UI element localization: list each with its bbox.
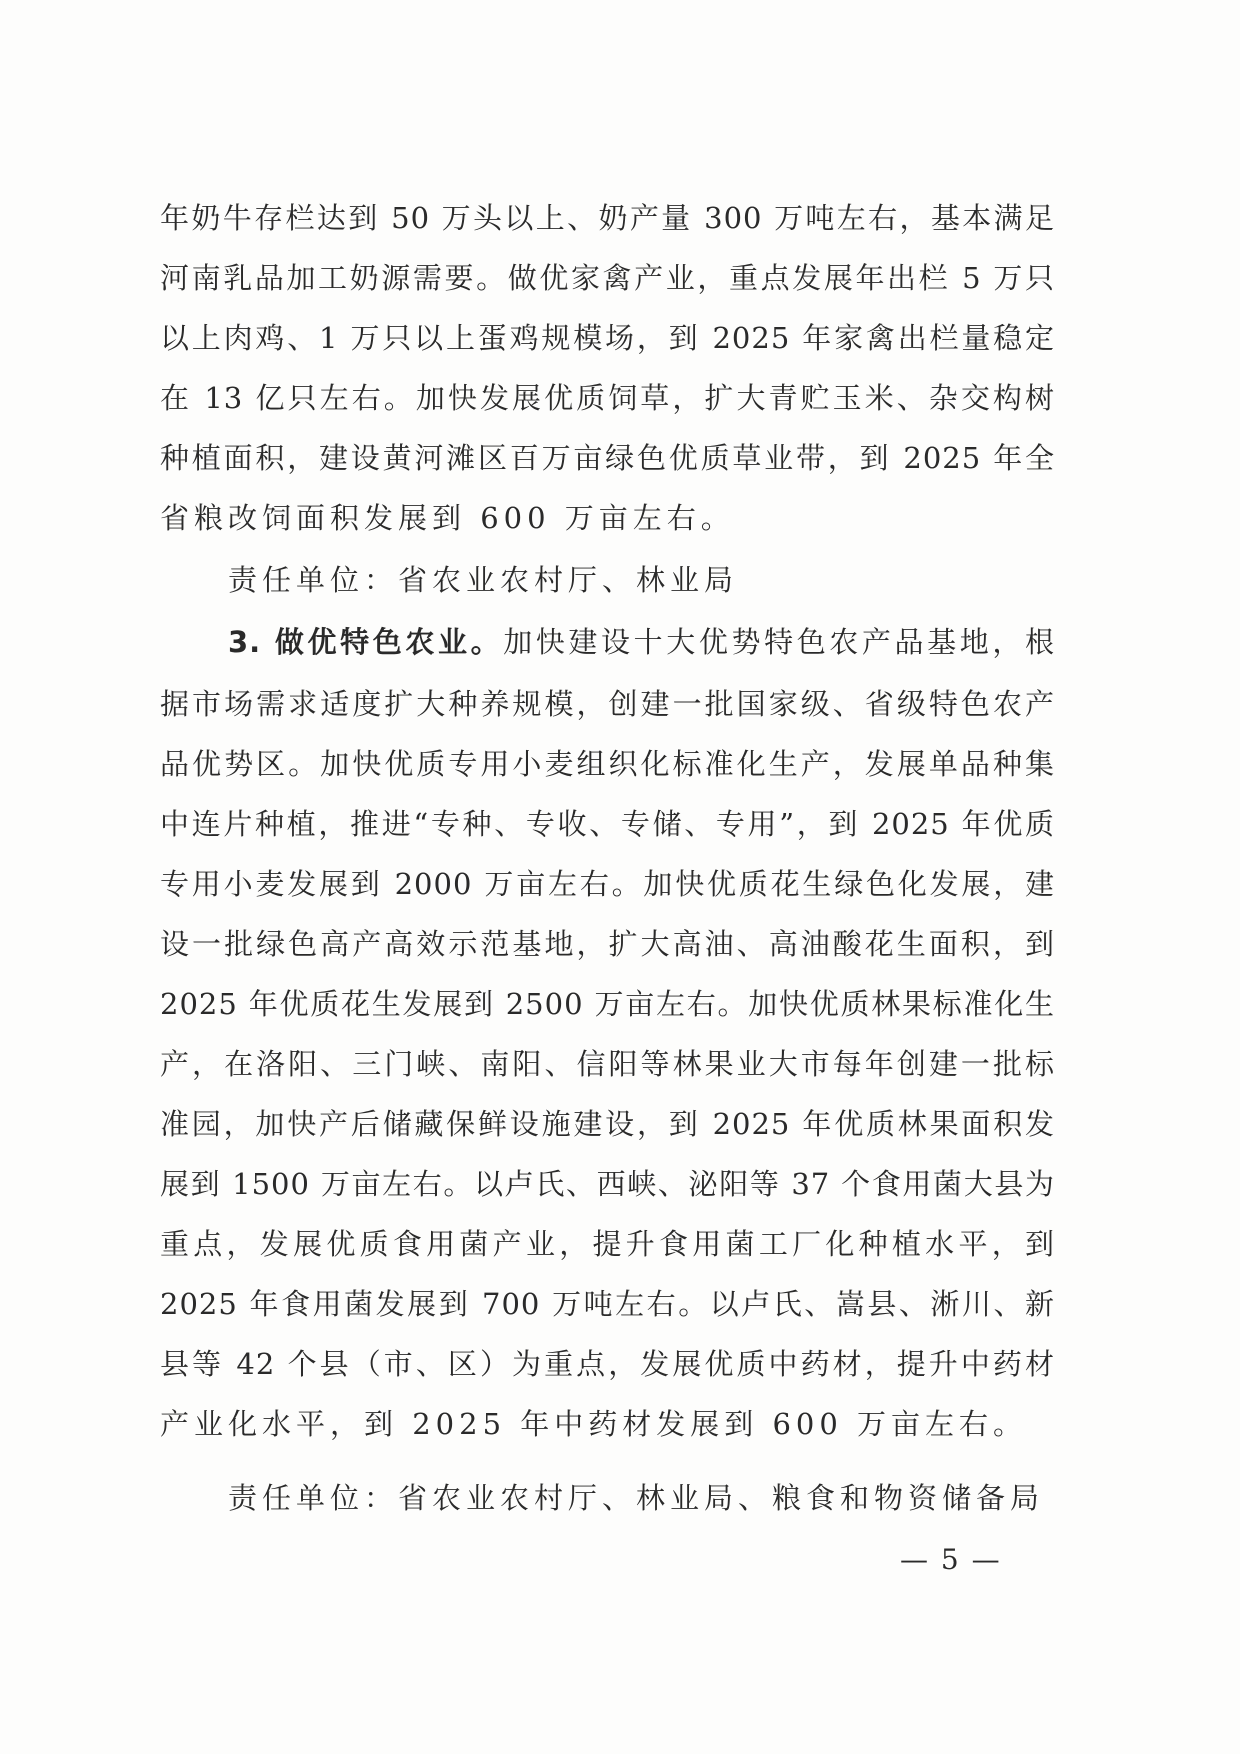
paragraph-line: 以上肉鸡、1 万只以上蛋鸡规模场，到 2025 年家禽出栏量稳定 [160, 321, 1055, 355]
paragraph-line: 准园，加快产后储藏保鲜设施建设，到 2025 年优质林果面积发 [160, 1107, 1055, 1141]
paragraph-line: 设一批绿色高产高效示范基地，扩大高油、高油酸花生面积，到 [160, 927, 1055, 961]
section-heading-line [228, 622, 1055, 662]
paragraph-line: 县等 42 个县（市、区）为重点，发展优质中药材，提升中药材 [160, 1347, 1055, 1381]
paragraph-line: 省粮改饲面积发展到 600 万亩左右。 [160, 501, 735, 535]
paragraph-line: 种植面积，建设黄河滩区百万亩绿色优质草业带，到 2025 年全 [160, 441, 1055, 475]
paragraph-line: 展到 1500 万亩左右。以卢氏、西峡、泌阳等 37 个食用菌大县为 [160, 1167, 1055, 1201]
paragraph-line: 专用小麦发展到 2000 万亩左右。加快优质花生绿色化发展，建 [160, 867, 1055, 901]
paragraph-line: 品优势区。加快优质专用小麦组织化标准化生产，发展单品种集 [160, 747, 1055, 781]
paragraph-line: 2025 年食用菌发展到 700 万吨左右。以卢氏、嵩县、淅川、新 [160, 1287, 1055, 1321]
paragraph-line: 产业化水平，到 2025 年中药材发展到 600 万亩左右。 [160, 1407, 1028, 1441]
paragraph-line: 据市场需求适度扩大种养规模，创建一批国家级、省级特色农产 [160, 687, 1055, 721]
paragraph-text: 加快建设十大优势特色农产品基地，根 [503, 625, 1055, 659]
section-heading: 3. 做优特色农业。 [228, 625, 504, 659]
page-number: — 5 — [900, 1543, 1002, 1576]
paragraph-line: 产，在洛阳、三门峡、南阳、信阳等林果业大市每年创建一批标 [160, 1047, 1055, 1081]
responsible-units: 责任单位：省农业农村厅、林业局、粮食和物资储备局 [228, 1481, 1045, 1515]
responsible-units: 责任单位：省农业农村厅、林业局 [228, 563, 739, 597]
paragraph-line: 年奶牛存栏达到 50 万头以上、奶产量 300 万吨左右，基本满足 [160, 201, 1055, 235]
paragraph-line: 在 13 亿只左右。加快发展优质饲草，扩大青贮玉米、杂交构树 [160, 381, 1055, 415]
paragraph-line: 河南乳品加工奶源需要。做优家禽产业，重点发展年出栏 5 万只 [160, 261, 1055, 295]
paragraph-line: 重点，发展优质食用菌产业，提升食用菌工厂化种植水平，到 [160, 1227, 1055, 1261]
paragraph-line: 2025 年优质花生发展到 2500 万亩左右。加快优质林果标准化生 [160, 987, 1055, 1021]
paragraph-line: 中连片种植，推进“专种、专收、专储、专用”，到 2025 年优质 [160, 807, 1055, 841]
